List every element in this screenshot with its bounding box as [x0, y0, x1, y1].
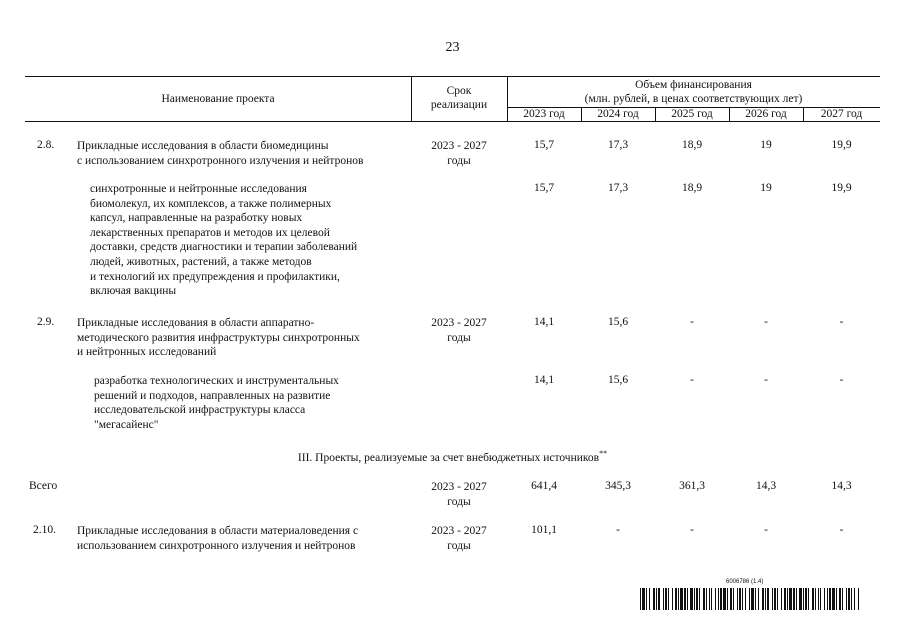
- barcode-bar: [675, 588, 677, 610]
- barcode-bar: [696, 588, 698, 610]
- barcode-bar: [720, 588, 722, 610]
- value-2025: -: [690, 524, 694, 536]
- header-year-2026: 2026 год: [745, 108, 787, 120]
- barcode-caption: 6006786 (1.4): [726, 579, 764, 585]
- section-heading-text: III. Проекты, реализуемые за счет внебюджетных источников: [297, 451, 600, 464]
- barcode-bar: [767, 588, 769, 610]
- header-year-2023: 2023 год: [523, 108, 565, 120]
- row-name-line: доставки, средств диагностики и терапии заболеваний: [90, 241, 358, 254]
- value-2026: -: [764, 374, 768, 386]
- barcode-bar: [727, 588, 728, 610]
- barcode-bar: [851, 588, 852, 610]
- value-2023: 15,7: [533, 182, 555, 194]
- row-term: [411, 524, 507, 553]
- row-name-line: решений и подходов, направленных на развитие: [94, 389, 331, 402]
- row-name-line: методического развития инфраструктуры синхротронных: [77, 331, 360, 344]
- value-2023: 14,1: [533, 374, 555, 386]
- barcode-bar: [690, 588, 693, 610]
- row-name-line: людей, животных, растений, а также методов: [90, 255, 312, 268]
- barcode-bar: [832, 588, 835, 610]
- value-2025: 18,9: [681, 182, 703, 194]
- value-2026: -: [764, 524, 768, 536]
- barcode-bar: [653, 588, 655, 610]
- barcode-bar: [858, 588, 859, 610]
- barcode-bar: [784, 588, 786, 610]
- barcode-bar: [745, 588, 746, 610]
- barcode-bar: [793, 588, 795, 610]
- barcode-bar: [672, 588, 673, 610]
- row-name-line: использованием синхротронного излучения и нейтронов: [77, 539, 356, 552]
- row-term-line: 2023 - 2027: [431, 140, 487, 152]
- row-name: [77, 139, 412, 168]
- value-2027: 14,3: [831, 480, 852, 492]
- value-2027: -: [839, 316, 844, 328]
- header-top-rule: [25, 76, 880, 77]
- value-2027: 19,9: [831, 182, 852, 194]
- barcode-bar: [842, 588, 843, 610]
- value-2025: -: [690, 374, 694, 386]
- barcode-bar: [642, 588, 645, 610]
- row-name-line: Прикладные исследования в области материаловедения с: [77, 525, 359, 537]
- row-name-line: капсул, направленные на разработку новых: [90, 212, 303, 225]
- value-2023: 15,7: [533, 139, 555, 151]
- barcode-bar: [818, 588, 819, 610]
- row-name-line: "мегасайенс": [94, 418, 159, 431]
- barcode-bar: [699, 588, 700, 610]
- row-number: 2.10.: [33, 524, 56, 536]
- row-name-line: биомолекул, их комплексов, а также полимерных: [90, 197, 332, 210]
- header-year-2025: 2025 год: [671, 108, 713, 120]
- row-name-line: лекарственных препаратов и методов их целевой: [90, 226, 330, 239]
- barcode-bar: [787, 588, 788, 610]
- barcode-bar: [848, 588, 850, 610]
- row-name: [90, 182, 412, 299]
- value-2025: 361,3: [679, 480, 705, 492]
- header-project-name: Наименование проекта: [161, 93, 275, 105]
- barcode-bar: [656, 588, 657, 610]
- barcode-bar: [762, 588, 764, 610]
- page-number: 23: [445, 40, 460, 55]
- barcode-bar: [805, 588, 807, 610]
- row-name-line: включая вакцины: [90, 285, 177, 298]
- barcode-bar: [668, 588, 669, 610]
- barcode-bar: [733, 588, 734, 610]
- header-term: [411, 84, 507, 112]
- total-label: Всего: [29, 480, 58, 492]
- row-term-line: годы: [447, 331, 471, 344]
- barcode-bar: [739, 588, 741, 610]
- barcode-bar: [839, 588, 841, 610]
- barcode-bar: [687, 588, 688, 610]
- row-term: [411, 316, 507, 345]
- header-funding-line2: (млн. рублей, в ценах соответствующих лет): [584, 93, 803, 105]
- value-2026: 14,3: [755, 480, 777, 492]
- row-number: 2.9.: [37, 316, 55, 328]
- row-name: [77, 316, 412, 360]
- barcode-bar: [718, 588, 719, 610]
- barcode-bar: [678, 588, 679, 610]
- row-term-line: годы: [447, 495, 471, 508]
- value-2027: -: [839, 374, 844, 386]
- barcode-bar: [829, 588, 831, 610]
- barcode-bar: [765, 588, 766, 610]
- barcode-bar: [758, 588, 759, 610]
- value-2025: 18,9: [681, 139, 703, 151]
- barcode-bar: [737, 588, 738, 610]
- barcode-bar: [824, 588, 825, 610]
- row-term-line: 2023 - 2027: [431, 317, 487, 329]
- barcode-bar: [820, 588, 821, 610]
- barcode-bar: [827, 588, 828, 610]
- value-2023: 14,1: [533, 316, 555, 328]
- row-term: [411, 139, 507, 168]
- barcode-bar: [715, 588, 716, 610]
- value-2024: 15,6: [607, 374, 629, 386]
- row-name-line: синхротронные и нейтронные исследования: [90, 183, 307, 195]
- barcode-bar: [812, 588, 814, 610]
- row-term-line: годы: [447, 154, 471, 167]
- barcode-bar: [640, 588, 641, 610]
- barcode: [640, 588, 860, 610]
- barcode-bar: [658, 588, 660, 610]
- barcode-bar: [774, 588, 776, 610]
- value-2026: -: [764, 316, 768, 328]
- value-2027: 19,9: [831, 139, 852, 151]
- value-2024: -: [616, 524, 620, 536]
- barcode-bar: [684, 588, 686, 610]
- row-term-line: годы: [447, 539, 471, 552]
- barcode-bar: [749, 588, 750, 610]
- row-name-line: и технологий их предупреждения и профилактики,: [90, 270, 340, 283]
- barcode-bar: [730, 588, 732, 610]
- barcode-bar: [846, 588, 847, 610]
- header-year-2027: 2027 год: [820, 108, 863, 120]
- header-term-line1: Срок: [446, 85, 472, 97]
- value-2023: 641,4: [531, 480, 557, 492]
- row-term-line: 2023 - 2027: [431, 481, 487, 493]
- barcode-bar: [796, 588, 797, 610]
- barcode-bar: [723, 588, 726, 610]
- header-bottom-rule: [25, 121, 880, 122]
- barcode-bar: [703, 588, 705, 610]
- barcode-bar: [680, 588, 683, 610]
- barcode-bar: [808, 588, 809, 610]
- barcode-bar: [649, 588, 650, 610]
- barcode-bar: [665, 588, 667, 610]
- row-term-line: 2023 - 2027: [431, 525, 487, 537]
- barcode-bar: [646, 588, 647, 610]
- barcode-bar: [777, 588, 778, 610]
- barcode-bar: [711, 588, 712, 610]
- value-2026: 19: [760, 182, 772, 194]
- value-2027: -: [839, 524, 844, 536]
- footnote-mark: **: [599, 449, 608, 458]
- row-name-line: Прикладные исследования в области аппаратно-: [77, 317, 315, 329]
- row-name: [94, 374, 412, 432]
- value-2023: 101,1: [531, 524, 557, 536]
- header-funding: [507, 78, 880, 106]
- row-name-line: и нейтронных исследований: [77, 346, 217, 359]
- row-number: 2.8.: [37, 139, 55, 151]
- barcode-bar: [854, 588, 855, 610]
- row-name-line: исследовательской инфраструктуры класса: [94, 404, 306, 417]
- barcode-bar: [694, 588, 695, 610]
- value-2026: 19: [760, 139, 772, 151]
- barcode-bar: [815, 588, 816, 610]
- value-2024: 15,6: [607, 316, 629, 328]
- value-2024: 17,3: [607, 182, 629, 194]
- header-term-line2: реализации: [430, 99, 488, 111]
- value-2024: 345,3: [605, 480, 631, 492]
- row-name-line: разработка технологических и инструментальных: [94, 375, 339, 387]
- value-2024: 17,3: [607, 139, 629, 151]
- barcode-bar: [751, 588, 754, 610]
- header-year-2024: 2024 год: [597, 108, 639, 120]
- row-term: [411, 480, 507, 509]
- row-name: [77, 524, 412, 553]
- barcode-bar: [755, 588, 756, 610]
- barcode-bar: [799, 588, 802, 610]
- section-heading: [25, 449, 880, 464]
- barcode-bar: [772, 588, 773, 610]
- barcode-bar: [781, 588, 782, 610]
- row-name-line: Прикладные исследования в области биомедицины: [77, 140, 329, 152]
- barcode-bar: [789, 588, 792, 610]
- barcode-bar: [803, 588, 804, 610]
- row-name-line: с использованием синхротронного излучения и нейтронов: [77, 154, 364, 167]
- value-2025: -: [690, 316, 694, 328]
- barcode-bar: [706, 588, 707, 610]
- barcode-bar: [836, 588, 837, 610]
- header-funding-line1: Объем финансирования: [635, 79, 752, 91]
- barcode-bar: [663, 588, 664, 610]
- barcode-bar: [709, 588, 710, 610]
- barcode-bar: [742, 588, 743, 610]
